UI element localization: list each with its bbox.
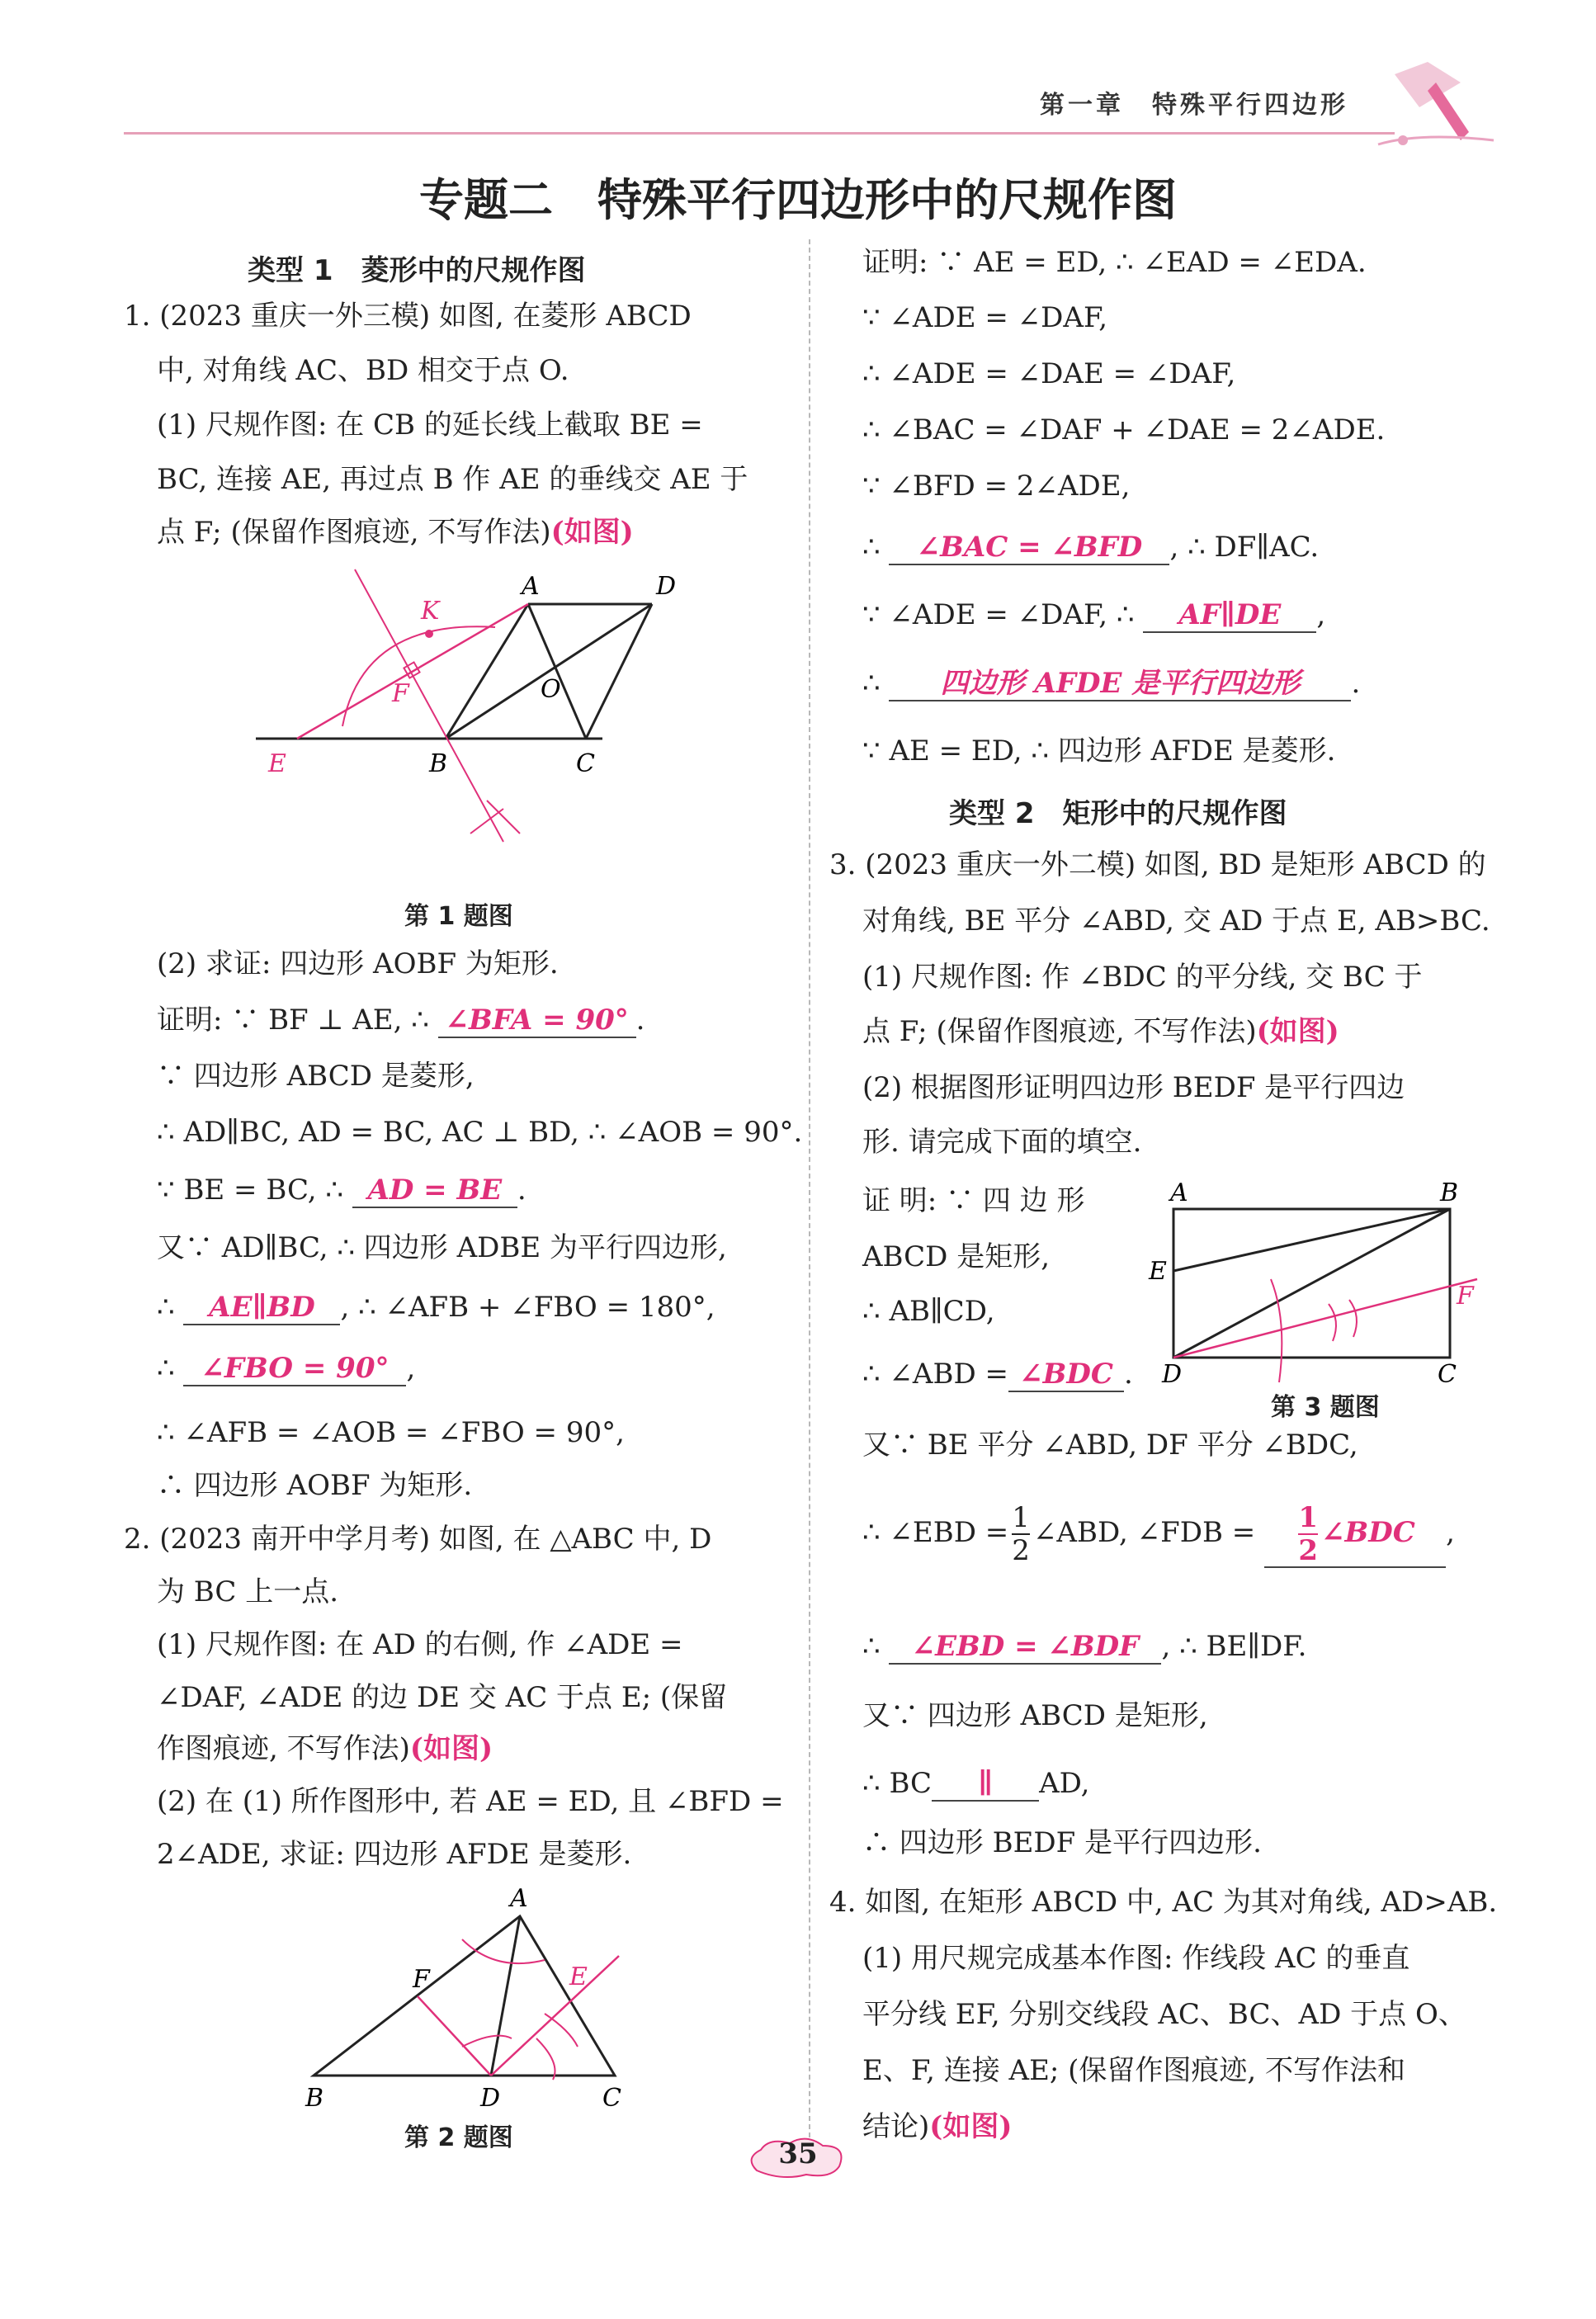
- fig1-caption: 第 1 题图: [404, 902, 513, 931]
- fraction-numerator: 1: [1012, 1501, 1030, 1534]
- proof1-text7: ∴: [157, 1352, 175, 1385]
- q2-line3: (1) 尺规作图: 在 AD 的右侧, 作 ∠ADE =: [157, 1628, 683, 1661]
- q3-line2: 对角线, BE 平分 ∠ABD, 交 AD 于点 E, AB>BC.: [862, 904, 1490, 938]
- answer-blank-10: ∠EBD = ∠BDF: [889, 1630, 1161, 1665]
- q3-proof-text9a: ∴ BC: [862, 1767, 933, 1800]
- answer-blank-7: 四边形 AFDE 是平行四边形: [889, 667, 1351, 701]
- fig1-label-K: K: [421, 597, 440, 626]
- q4-line4: E、F, 连接 AE; (保留作图痕迹, 不写作法和: [862, 2054, 1406, 2087]
- q2-line4: ∠DAF, ∠ADE 的边 DE 交 AC 于点 E; (保留: [157, 1681, 728, 1714]
- q3-proof-text7a: ∴: [862, 1630, 881, 1663]
- fig3-label-A: A: [1170, 1178, 1188, 1207]
- q2-hint: (如图): [409, 1732, 493, 1765]
- answer-blank-9: [1264, 1502, 1446, 1568]
- proof2-line7: ∵ ∠ADE = ∠DAF, ∴ AF∥DE ,: [862, 598, 1326, 631]
- q1-part2: (2) 求证: 四边形 AOBF 为矩形.: [157, 947, 559, 980]
- q2-line1: 2. (2023 南开中学月考) 如图, 在 △ABC 中, D: [124, 1523, 712, 1556]
- proof2-line3: ∴ ∠ADE = ∠DAE = ∠DAF,: [862, 357, 1236, 390]
- q3-line3: (1) 尺规作图: 作 ∠BDC 的平分线, 交 BC 于: [862, 961, 1423, 994]
- q3-proof-line3: ∴ AB∥CD,: [862, 1295, 995, 1328]
- answer-fraction-den: 2: [1298, 1534, 1318, 1567]
- fig3-label-D: D: [1162, 1360, 1183, 1389]
- q3-proof-line5: 又∵ BE 平分 ∠ABD, DF 平分 ∠BDC,: [862, 1429, 1358, 1462]
- section-type2: 类型 2 矩形中的尺规作图: [949, 797, 1287, 830]
- proof1-line3: ∴ AD∥BC, AD = BC, AC ⊥ BD, ∴ ∠AOB = 90°.: [157, 1116, 803, 1149]
- fig3-label-C: C: [1438, 1360, 1457, 1389]
- q4-line5-text: 结论): [862, 2110, 930, 2143]
- proof1-line2: ∵ 四边形 ABCD 是菱形,: [157, 1060, 475, 1093]
- fig2-label-D: D: [480, 2084, 501, 2113]
- q3-proof-line1: 证 明: ∵ 四 边 形: [862, 1184, 1085, 1217]
- section-type1: 类型 1 菱形中的尺规作图: [248, 254, 586, 287]
- answer-fraction-angle: ∠BDC: [1321, 1516, 1415, 1549]
- answer-blank-4: ∠FBO = 90°: [183, 1352, 406, 1386]
- q4-hint: (如图): [929, 2110, 1013, 2143]
- answer-blank-1: ∠BFA = 90°: [438, 1004, 636, 1038]
- q2-line5-text: 作图痕迹, 不写作法): [157, 1732, 410, 1765]
- fig2-caption: 第 2 题图: [404, 2123, 513, 2152]
- proof2-line4: ∴ ∠BAC = ∠DAF + ∠DAE = 2∠ADE.: [862, 413, 1386, 446]
- proof2-text7a: ∵ ∠ADE = ∠DAF, ∴: [862, 598, 1135, 631]
- proof1-text4: ∵ BE = BC, ∴: [157, 1174, 344, 1207]
- fig3-label-F: F: [1457, 1282, 1474, 1311]
- q3-proof-text6b: ∠ABD, ∠FDB =: [1032, 1516, 1256, 1549]
- fig1-label-E: E: [268, 749, 286, 778]
- proof2-text6b: , ∴ DF∥AC.: [1169, 531, 1320, 564]
- answer-fraction: [1298, 1502, 1318, 1566]
- column-divider: [809, 239, 810, 2146]
- q4-line2: (1) 用尺规完成基本作图: 作线段 AC 的垂直: [862, 1942, 1410, 1975]
- proof1-line6: [157, 1288, 715, 1326]
- fig1-label-D: D: [656, 572, 677, 601]
- q3-proof-text7b: , ∴ BE∥DF.: [1161, 1630, 1307, 1663]
- figure-1: [248, 561, 677, 891]
- proof1-text6a: ∴: [157, 1291, 175, 1324]
- figure-3: [1131, 1178, 1510, 1389]
- q3-line5: (2) 根据图形证明四边形 BEDF 是平行四边: [862, 1071, 1405, 1104]
- q3-proof-line8: 又∵ 四边形 ABCD 是矩形,: [862, 1699, 1208, 1732]
- page-number: 35: [778, 2137, 818, 2170]
- proof2-text6a: ∴: [862, 531, 881, 564]
- fig1-label-C: C: [576, 749, 595, 778]
- fig2-label-A: A: [510, 1884, 528, 1913]
- fig3-caption: 第 3 题图: [1271, 1393, 1380, 1422]
- fig2-label-F: F: [413, 1965, 430, 1994]
- answer-blank-8: ∠BDC: [1008, 1358, 1124, 1392]
- fig2-label-E: E: [569, 1962, 588, 1991]
- q3-proof-text9b: AD,: [1039, 1767, 1090, 1800]
- proof2-line9: ∵ AE = ED, ∴ 四边形 AFDE 是菱形.: [862, 734, 1336, 767]
- q4-line1: 4. 如图, 在矩形 ABCD 中, AC 为其对角线, AD>AB.: [829, 1886, 1498, 1919]
- q1-hint: (如图): [550, 516, 634, 549]
- proof1-line9: ∴ 四边形 AOBF 为矩形.: [157, 1469, 473, 1502]
- proof2-text8a: ∴: [862, 667, 881, 700]
- q3-proof-line6: ∴ ∠EBD = $\frac{1}{2}$ ∠ABD, ∠FDB = $\frac{1}{2}$ ∠BDC ,: [862, 1501, 1455, 1567]
- q1-line5-text: 点 F; (保留作图痕迹, 不写作法): [157, 516, 551, 549]
- q3-proof-line4: ∴ ∠ABD = ∠BDC .: [862, 1358, 1133, 1391]
- figure-2: [297, 1882, 644, 2113]
- q3-line1: 3. (2023 重庆一外二模) 如图, BD 是矩形 ABCD 的: [829, 848, 1486, 881]
- answer-blank-2: AD = BE: [352, 1174, 517, 1208]
- proof2-line5: ∵ ∠BFD = 2∠ADE,: [862, 470, 1131, 503]
- proof1-line4: ∵ BE = BC, ∴ AD = BE .: [157, 1174, 526, 1207]
- q3-proof-text4: ∴ ∠ABD =: [862, 1358, 1009, 1391]
- fig1-label-F: F: [392, 679, 409, 708]
- q2-line7: 2∠ADE, 求证: 四边形 AFDE 是菱形.: [157, 1838, 632, 1871]
- proof1-text1: 证明: ∵ BF ⊥ AE, ∴: [157, 1004, 429, 1037]
- fraction-denominator: 2: [1012, 1534, 1030, 1567]
- q3-hint: (如图): [1256, 1015, 1339, 1048]
- proof2-line8: ∴ 四边形 AFDE 是平行四边形 .: [862, 667, 1361, 700]
- page-title: 专题二 特殊平行四边形中的尺规作图: [419, 174, 1177, 226]
- answer-blank-11: ∥: [932, 1767, 1039, 1802]
- fig3-label-E: E: [1149, 1257, 1167, 1286]
- q4-line3: 平分线 EF, 分别交线段 AC、BC、AD 于点 O、: [862, 1998, 1466, 2031]
- fig2-label-C: C: [602, 2084, 621, 2113]
- header-line: [124, 132, 1395, 135]
- q2-line6: (2) 在 (1) 所作图形中, 若 AE = ED, 且 ∠BFD =: [157, 1785, 784, 1818]
- q3-proof-text6a: ∴ ∠EBD =: [862, 1516, 1009, 1549]
- q3-line4: [862, 1013, 1339, 1051]
- fig1-label-O: O: [541, 675, 561, 704]
- answer-fraction-num: 1: [1298, 1501, 1318, 1534]
- q1-line1: 1. (2023 重庆一外三模) 如图, 在菱形 ABCD: [124, 300, 692, 333]
- proof1-text6b: , ∴ ∠AFB + ∠FBO = 180°,: [340, 1291, 715, 1324]
- fig1-label-B: B: [429, 749, 448, 778]
- fig3-label-B: B: [1440, 1178, 1459, 1207]
- q3-line4-text: 点 F; (保留作图痕迹, 不写作法): [862, 1015, 1257, 1048]
- proof2-line6: [862, 528, 1319, 566]
- q3-proof-line7: [862, 1627, 1306, 1665]
- q3-proof-line9: [862, 1764, 1090, 1802]
- answer-blank-3: AE∥BD: [183, 1291, 340, 1325]
- q2-line2: 为 BC 上一点.: [157, 1575, 339, 1608]
- answer-blank-6: AF∥DE: [1143, 598, 1316, 633]
- proof1-line7: ∴ ∠FBO = 90° ,: [157, 1352, 416, 1385]
- q3-line6: 形. 请完成下面的填空.: [862, 1126, 1142, 1159]
- fraction-half: [1012, 1502, 1030, 1566]
- fig1-label-A: A: [522, 572, 540, 601]
- proof1-line5: 又∵ AD∥BC, ∴ 四边形 ADBE 为平行四边形,: [157, 1231, 727, 1264]
- q1-line5: [157, 513, 634, 551]
- q2-line5: [157, 1730, 493, 1768]
- q3-proof-line2: ABCD 是矩形,: [862, 1240, 1051, 1273]
- answer-blank-5: ∠BAC = ∠BFD: [889, 531, 1169, 565]
- proof2-line2: ∵ ∠ADE = ∠DAF,: [862, 301, 1108, 334]
- pencil-decoration-icon: [1370, 58, 1502, 157]
- q3-proof-line10: ∴ 四边形 BEDF 是平行四边形.: [862, 1826, 1262, 1859]
- q1-line2: 中, 对角线 AC、BD 相交于点 O.: [157, 354, 569, 387]
- fig2-label-B: B: [305, 2084, 324, 2113]
- chapter-header: 第一章 特殊平行四边形: [1040, 91, 1348, 120]
- q1-line3: (1) 尺规作图: 在 CB 的延长线上截取 BE =: [157, 409, 703, 442]
- proof2-line1: 证明: ∵ AE = ED, ∴ ∠EAD = ∠EDA.: [862, 246, 1367, 279]
- proof1-line8: ∴ ∠AFB = ∠AOB = ∠FBO = 90°,: [157, 1416, 625, 1449]
- q1-line4: BC, 连接 AE, 再过点 B 作 AE 的垂线交 AE 于: [157, 463, 748, 496]
- proof1-line1: 证明: ∵ BF ⊥ AE, ∴ ∠BFA = 90° .: [157, 1004, 645, 1037]
